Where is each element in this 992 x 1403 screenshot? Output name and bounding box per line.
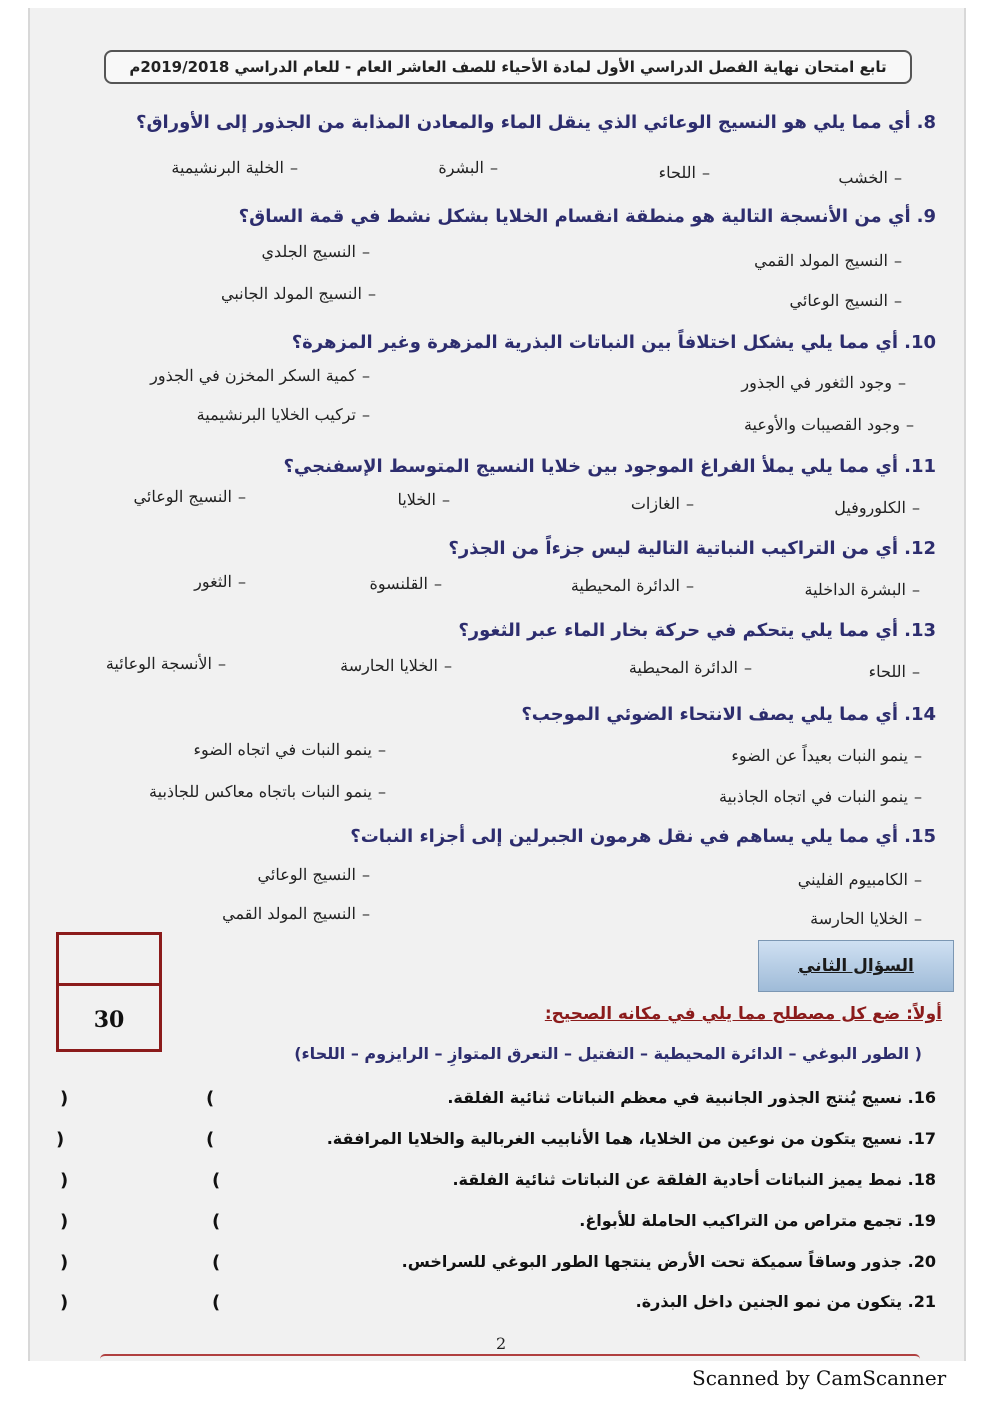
option: –الكامبيوم الفليني [797,870,922,889]
answer-blank-close: ) [60,1292,69,1313]
option: –الغازات [630,494,694,513]
scanner-watermark: Scanned by CamScanner [692,1366,947,1390]
option: –ينمو النبات بعيداً عن الضوء [731,746,922,765]
question-9: 9.أي من الأنسجة التالية هو منطقة انقسام الخلايا بشكل نشط في قمة الساق؟ [238,206,936,227]
question-8: 8.أي مما يلي هو النسيج الوعائي الذي ينقل الماء والمعادن المذابة من الجذور إلى الأوراق؟ [136,112,936,133]
option: –الخلايا الحارسة [340,656,452,675]
option: –اللحاء [658,163,710,182]
answer-blank-close: ) [56,1129,65,1150]
option: –اللحاء [868,662,920,681]
option: –النسيج الوعائي [133,487,246,506]
option: –الخشب [838,168,902,187]
option: –البشرة [438,158,498,177]
option: –القلنسوة [369,574,442,593]
statement-21: 21. يتكون من نمو الجنين داخل البذرة. [635,1292,936,1311]
question-10: 10.أي مما يلي يشكل اختلافاً بين النباتات البذرية المزهرة وغير المزهرة؟ [291,332,936,353]
option: –النسيج المولد الجانبي [221,284,376,303]
option: –البشرة الداخلية [804,580,920,599]
score-box [56,932,162,1052]
option: –ينمو النبات في اتجاه الجاذبية [718,787,922,806]
answer-blank-open[interactable]: ( [206,1088,215,1109]
option: –ينمو النبات في اتجاه الضوء [193,740,386,759]
exam-header: تابع امتحان نهاية الفصل الدراسي الأول لمادة الأحياء للصف العاشر العام - للعام الدراسي 2019/2018م [104,50,912,84]
option: –النسيج الجلدي [261,242,370,261]
option: –النسيج الوعائي [789,291,902,310]
answer-blank-close: ) [60,1170,69,1191]
question-14: 14.أي مما يلي يصف الانتحاء الضوئي الموجب؟ [521,704,936,725]
answer-blank-open[interactable]: ( [212,1252,221,1273]
instruction: أولاً: ضع كل مصطلح مما يلي في مكانه الصحيح: [544,1004,942,1024]
option: –تركيب الخلايا البرنشيمية [196,405,370,424]
option: –الكلوروفيل [834,498,920,517]
option: –الدائرة المحيطية [628,658,752,677]
question-13: 13.أي مما يلي يتحكم في حركة بخار الماء عبر الثغور؟ [458,620,936,641]
option: –الخلايا الحارسة [810,909,922,928]
answer-blank-open[interactable]: ( [212,1170,221,1191]
option: –النسيج المولد القمي [222,904,370,923]
answer-blank-close: ) [60,1211,69,1232]
option: –كمية السكر المخزن في الجذور [150,366,370,385]
terms-list: ( الطور البوغي – الدائرة المحيطية – التفتيل – التعرق المتوازِ – الرايزوم – اللحاء) [294,1044,922,1063]
question-15: 15.أي مما يلي يساهم في نقل هرمون الجبرلين إلى أجزاء النبات؟ [350,826,936,847]
score-value: 30 [93,1007,125,1033]
question-11: 11.أي مما يلي يملأ الفراغ الموجود بين خلايا النسيج المتوسط الإسفنجي؟ [283,456,936,477]
section-title: السؤال الثاني [758,940,954,992]
question-12: 12.أي من التراكيب النباتية التالية ليس جزءاً من الجذر؟ [448,538,936,559]
option: –النسيج الوعائي [257,865,370,884]
statement-20: 20. جذور وساقاً سميكة تحت الأرض ينتجها الطور البوغي للسراخس. [401,1252,936,1271]
score-divider [59,983,159,986]
answer-blank-open[interactable]: ( [212,1292,221,1313]
answer-blank-close: ) [60,1088,69,1109]
answer-blank-close: ) [60,1252,69,1273]
page-number: 2 [496,1334,507,1353]
statement-17: 17. نسيج يتكون من نوعين من الخلايا، هما الأنابيب الغربالية والخلايا المرافقة. [326,1129,936,1148]
answer-blank-open[interactable]: ( [206,1129,215,1150]
answer-blank-open[interactable]: ( [212,1211,221,1232]
option: –ينمو النبات باتجاه معاكس للجاذبية [149,782,386,801]
option: –الثغور [194,572,246,591]
statement-18: 18. نمط يميز النباتات أحادية الفلقة عن النباتات ثنائية الفلقة. [452,1170,936,1189]
footer-divider [100,1354,920,1364]
statement-16: 16. نسيج يُنتج الجذور الجانبية في معظم النباتات ثنائية الفلقة. [447,1088,936,1107]
option: –وجود الثغور في الجذور [741,373,906,392]
option: –الخلايا [397,490,450,509]
option: –الدائرة المحيطية [570,576,694,595]
statement-19: 19. تجمع متراص من التراكيب الحاملة للأبواغ. [579,1211,936,1230]
option: –النسيج المولد القمي [754,251,902,270]
option: –الخلية البرنشيمية [171,158,298,177]
option: –وجود القصيبات والأوعية [743,415,914,434]
option: –الأنسجة الوعائية [105,654,226,673]
